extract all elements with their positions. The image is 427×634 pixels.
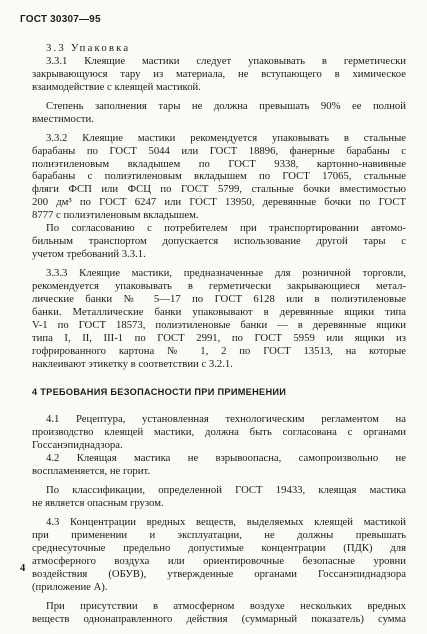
text-line: По классификации, определенной ГОСТ 19433, клеящая мастика [46,484,406,497]
text-line: взаимодействие с клеящей мастикой. [32,80,201,93]
text-line: барабаны с полиэтиленовым вкладышем по ГОСТ 17065, стальные [32,170,406,183]
text-line: барабаны по ГОСТ 5044 или ГОСТ 18896, фанерные барабаны с [32,144,406,157]
text-line: полиэтиленовым вкладышем по ГОСТ 9338, картонно-навивные [32,157,406,170]
text-line: 4.2 Клеящая мастика не взрывоопасна, самопроизвольно не [46,452,406,465]
subsection-title: 3.3 Упаковка [46,42,131,54]
document-header: ГОСТ 30307—95 [20,14,101,25]
text-line: не является опасным грузом. [32,497,164,510]
text-line: 3.3.1 Клеящие мастики следует упаковывать в герметически [46,54,406,67]
text-line: гофрированного картона № 1, 2 по ГОСТ 13513, на которые [32,344,406,357]
text-line: при применении и эксплуатации, не должны превышать [32,528,406,541]
text-line: веществ однонаправленного действия (суммарный показатель) сумма [32,612,406,625]
text-line: вместимости. [32,112,94,125]
text-line: фляги ФСП или ФСЦ по ГОСТ 5799, стальные бочки вместимостью [32,183,406,196]
text-line: 8777 с полиэтиленовым вкладышем. [32,209,199,222]
text-line: типа I, II, III-1 по ГОСТ 2991, по ГОСТ 5959 или ящики из [32,331,406,344]
text-line: учетом требований 3.3.1. [32,248,146,261]
text-line: воспламеняется, не горит. [32,465,151,478]
text-line: производство клеящей мастики, должна быть согласована с органами [32,426,406,439]
text-line: 3.3.3 Клеящие мастики, предназначенные для розничной торговли, [46,267,406,279]
document-body [32,42,406,626]
section-title: 4 ТРЕБОВАНИЯ БЕЗОПАСНОСТИ ПРИ ПРИМЕНЕНИИ [32,386,287,397]
text-line: При присутствии в атмосферном воздухе нескольких вредных [46,599,406,612]
text-line: 3.3.2 Клеящие мастики рекомендуется упаковывать в стальные [46,131,406,144]
text-line: 200 дм³ по ГОСТ 6247 или ГОСТ 13950, деревянные бочки по ГОСТ [32,196,406,209]
text-line: По согласованию с потребителем при транспортировании автомо- [46,222,406,235]
text-line: среднесуточные предельно допустимые концентрации (ПДК) для [32,541,406,554]
text-line: V-1 по ГОСТ 18573, полиэтиленовые банки — в деревянные ящики [32,318,406,331]
text-line: закрывающуюся тару из материала, не вступающего в химическое [32,67,406,80]
text-line: атмосферного воздуха или ориентировочные безопасные уровни [32,554,406,567]
text-line: Степень заполнения тары не должна превышать 90% ее полной [46,99,406,112]
text-line: (приложение А). [32,580,108,593]
text-line: 4.3 Концентрации вредных веществ, выделяемых клеящей мастикой [46,516,406,528]
text-line: лические банки № 5—17 по ГОСТ 6128 или в полиэтиленовые [32,292,406,305]
page-number: 4 [20,563,26,574]
text-line: банки. Металлические банки упаковывают в деревянные ящики типа [32,305,406,318]
text-line: воздействия (ОБУВ), утвержденные органами Госсанэпиднадзора [32,567,406,580]
text-line: наклеивают этикетку в соответствии с 3.2.1. [32,357,233,370]
text-line: 4.1 Рецептура, установленная технологическим регламентом на [46,413,406,426]
text-line: бильным транспортом допускается использование другой тары с [32,235,406,248]
text-line: Госсанэпиднадзора. [32,439,123,452]
text-line: рекомендуется упаковывать в герметически закрывающиеся метал- [32,279,406,292]
